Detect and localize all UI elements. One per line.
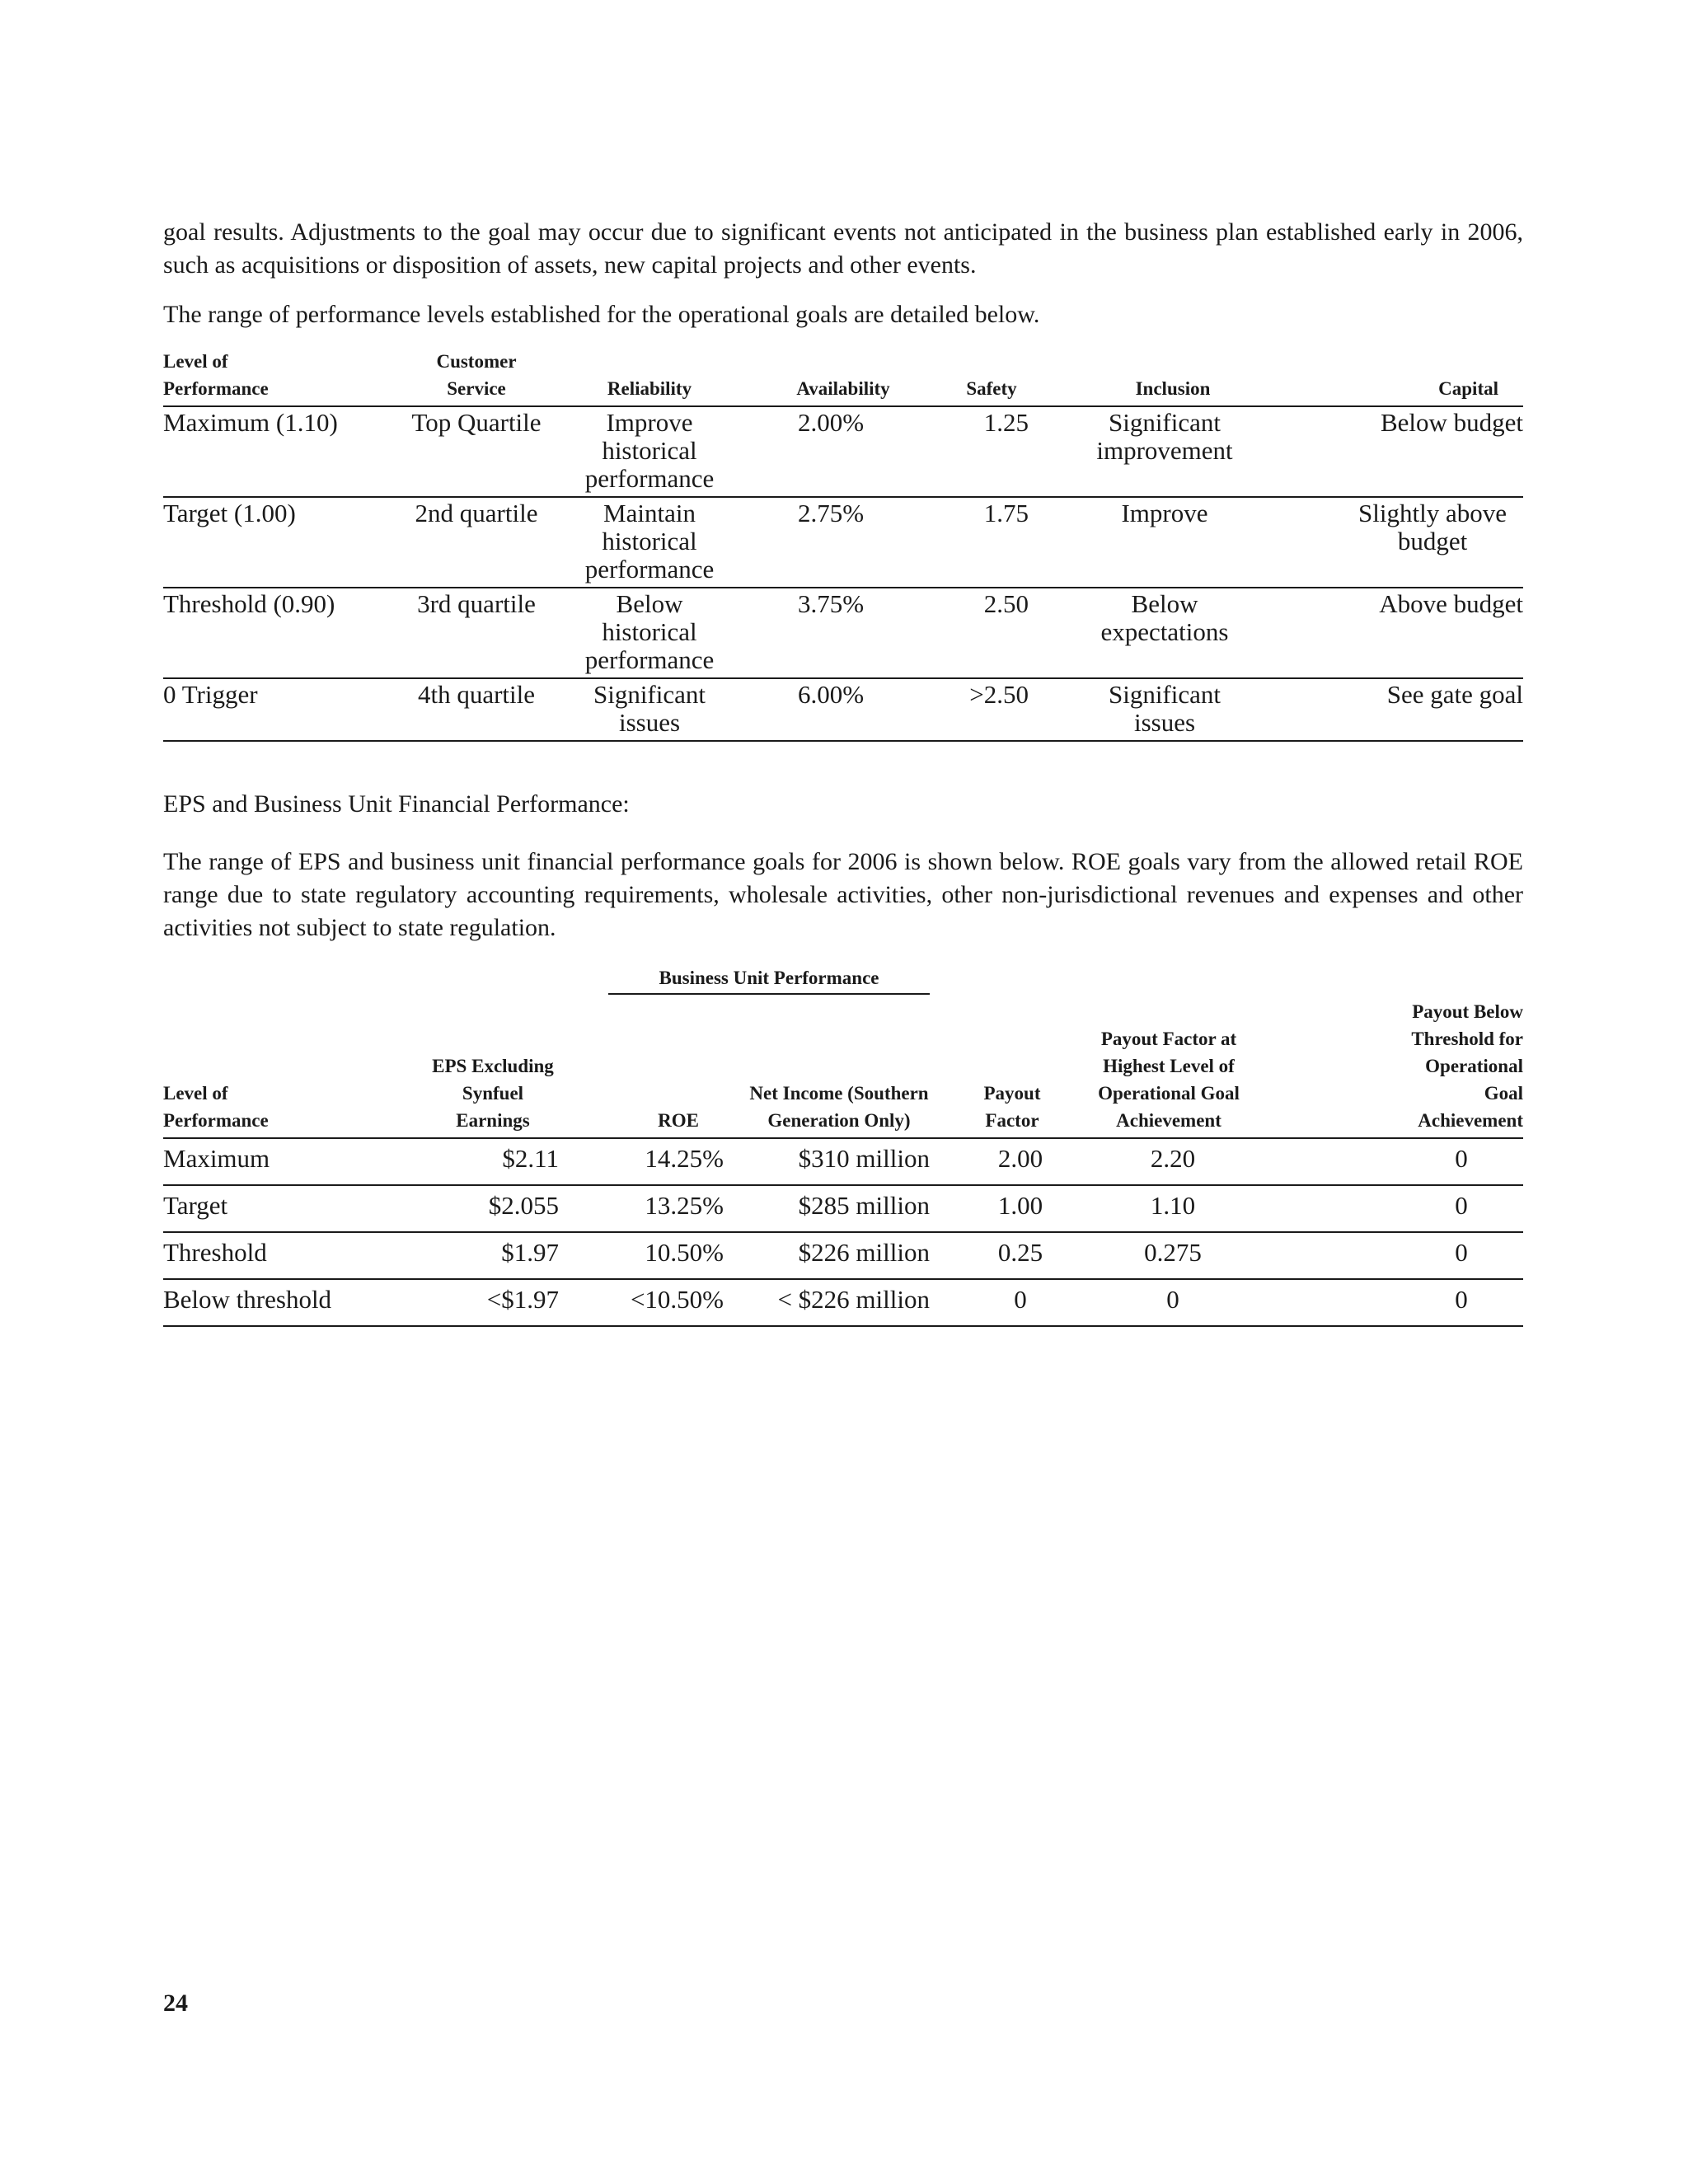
cell-net-income: < $226 million (724, 1279, 930, 1326)
header-reliability: Reliability (551, 348, 748, 406)
cell-capital: Slightly above budget (1301, 497, 1523, 588)
cell-payout-below: 0 (1259, 1138, 1523, 1185)
cell-net-income: $310 million (724, 1138, 930, 1185)
cell-roe: 10.50% (559, 1232, 724, 1279)
cell-payout-factor: 1.00 (930, 1185, 1062, 1232)
cell-reliability: Significant issues (551, 678, 748, 741)
cell-level: 0 Trigger (163, 678, 402, 741)
cell-customer-service: 2nd quartile (402, 497, 551, 588)
cell-inclusion: Improve (1045, 497, 1301, 588)
table-row (163, 678, 1523, 741)
cell-customer-service: 3rd quartile (402, 588, 551, 678)
page-number: 24 (163, 1990, 188, 2017)
cell-availability: 2.75% (748, 497, 938, 588)
table-row (163, 588, 1523, 678)
header-roe: ROE (559, 998, 724, 1138)
header-capital: Capital (1301, 348, 1523, 406)
cell-level: Target (1.00) (163, 497, 402, 588)
cell-roe: 13.25% (559, 1185, 724, 1232)
cell-payout-factor-highest: 0.275 (1062, 1232, 1259, 1279)
cell-eps: $1.97 (410, 1232, 559, 1279)
financial-goals-table (163, 964, 1523, 1327)
intro-paragraph: goal results. Adjustments to the goal may occur due to significant events not anticipated in the business plan established early in 2006, such as acquisitions or disposition of assets, new capital projects and other events. (163, 218, 1523, 279)
cell-inclusion: Below expectations (1045, 588, 1301, 678)
ops-table-header (163, 348, 1523, 406)
cell-capital: Below budget (1301, 406, 1523, 497)
cell-payout-factor-highest: 2.20 (1062, 1138, 1259, 1185)
cell-availability: 6.00% (748, 678, 938, 741)
header-customer-service: Customer Service (402, 348, 551, 406)
cell-safety: >2.50 (938, 678, 1045, 741)
document-page (163, 216, 1523, 1327)
cell-level: Threshold (0.90) (163, 588, 402, 678)
cell-payout-factor: 0.25 (930, 1232, 1062, 1279)
cell-payout-factor-highest: 1.10 (1062, 1185, 1259, 1232)
table-row (163, 1279, 1523, 1326)
cell-level: Threshold (163, 1232, 410, 1279)
cell-customer-service: 4th quartile (402, 678, 551, 741)
cell-capital: Above budget (1301, 588, 1523, 678)
cell-payout-factor: 0 (930, 1279, 1062, 1326)
cell-eps: $2.055 (410, 1185, 559, 1232)
eps-paragraph: The range of EPS and business unit financial performance goals for 2006 is shown below. ROE goals vary from the allowed retail ROE range due to state regulatory accounting requirements, wholesale activities, other non-jurisdictional revenues and expenses and other activities not subject to state regulation. (163, 848, 1523, 941)
table-row (163, 1138, 1523, 1185)
cell-inclusion: Significant issues (1045, 678, 1301, 741)
header-level-of-performance: Level of Performance (163, 998, 410, 1138)
cell-capital: See gate goal (1301, 678, 1523, 741)
fin-table-header (163, 998, 1523, 1138)
header-payout-factor: Payout Factor (930, 998, 1062, 1138)
header-inclusion: Inclusion (1045, 348, 1301, 406)
cell-availability: 2.00% (748, 406, 938, 497)
table-row (163, 406, 1523, 497)
table-row (163, 1185, 1523, 1232)
cell-level: Maximum (1.10) (163, 406, 402, 497)
cell-reliability: Improve historical performance (551, 406, 748, 497)
cell-payout-below: 0 (1259, 1232, 1523, 1279)
cell-safety: 1.75 (938, 497, 1045, 588)
operational-goals-table (163, 348, 1523, 742)
cell-payout-factor: 2.00 (930, 1138, 1062, 1185)
cell-level: Maximum (163, 1138, 410, 1185)
cell-availability: 3.75% (748, 588, 938, 678)
header-payout-below-threshold: Payout Below Threshold for Operational Goal Achievement (1259, 998, 1523, 1138)
header-payout-factor-highest: Payout Factor at Highest Level of Operational Goal Achievement (1062, 998, 1259, 1138)
cell-roe: 14.25% (559, 1138, 724, 1185)
cell-payout-factor-highest: 0 (1062, 1279, 1259, 1326)
cell-eps: $2.11 (410, 1138, 559, 1185)
cell-safety: 2.50 (938, 588, 1045, 678)
cell-net-income: $226 million (724, 1232, 930, 1279)
cell-inclusion: Significant improvement (1045, 406, 1301, 497)
cell-level: Below threshold (163, 1279, 410, 1326)
cell-roe: <10.50% (559, 1279, 724, 1326)
header-safety: Safety (938, 348, 1045, 406)
ops-intro-paragraph: The range of performance levels established for the operational goals are detailed below. (163, 301, 1040, 328)
cell-payout-below: 0 (1259, 1185, 1523, 1232)
cell-reliability: Below historical performance (551, 588, 748, 678)
cell-eps: <$1.97 (410, 1279, 559, 1326)
cell-reliability: Maintain historical performance (551, 497, 748, 588)
cell-net-income: $285 million (724, 1185, 930, 1232)
header-level-of-performance: Level of Performance (163, 348, 402, 406)
business-unit-performance-header: Business Unit Performance (608, 964, 930, 995)
cell-level: Target (163, 1185, 410, 1232)
header-net-income: Net Income (Southern Generation Only) (724, 998, 930, 1138)
table-row (163, 497, 1523, 588)
table-row (163, 1232, 1523, 1279)
cell-safety: 1.25 (938, 406, 1045, 497)
eps-section-heading: EPS and Business Unit Financial Performance: (163, 790, 630, 818)
header-eps-excluding-synfuel: EPS Excluding Synfuel Earnings (410, 998, 559, 1138)
header-availability: Availability (748, 348, 938, 406)
cell-payout-below: 0 (1259, 1279, 1523, 1326)
cell-customer-service: Top Quartile (402, 406, 551, 497)
